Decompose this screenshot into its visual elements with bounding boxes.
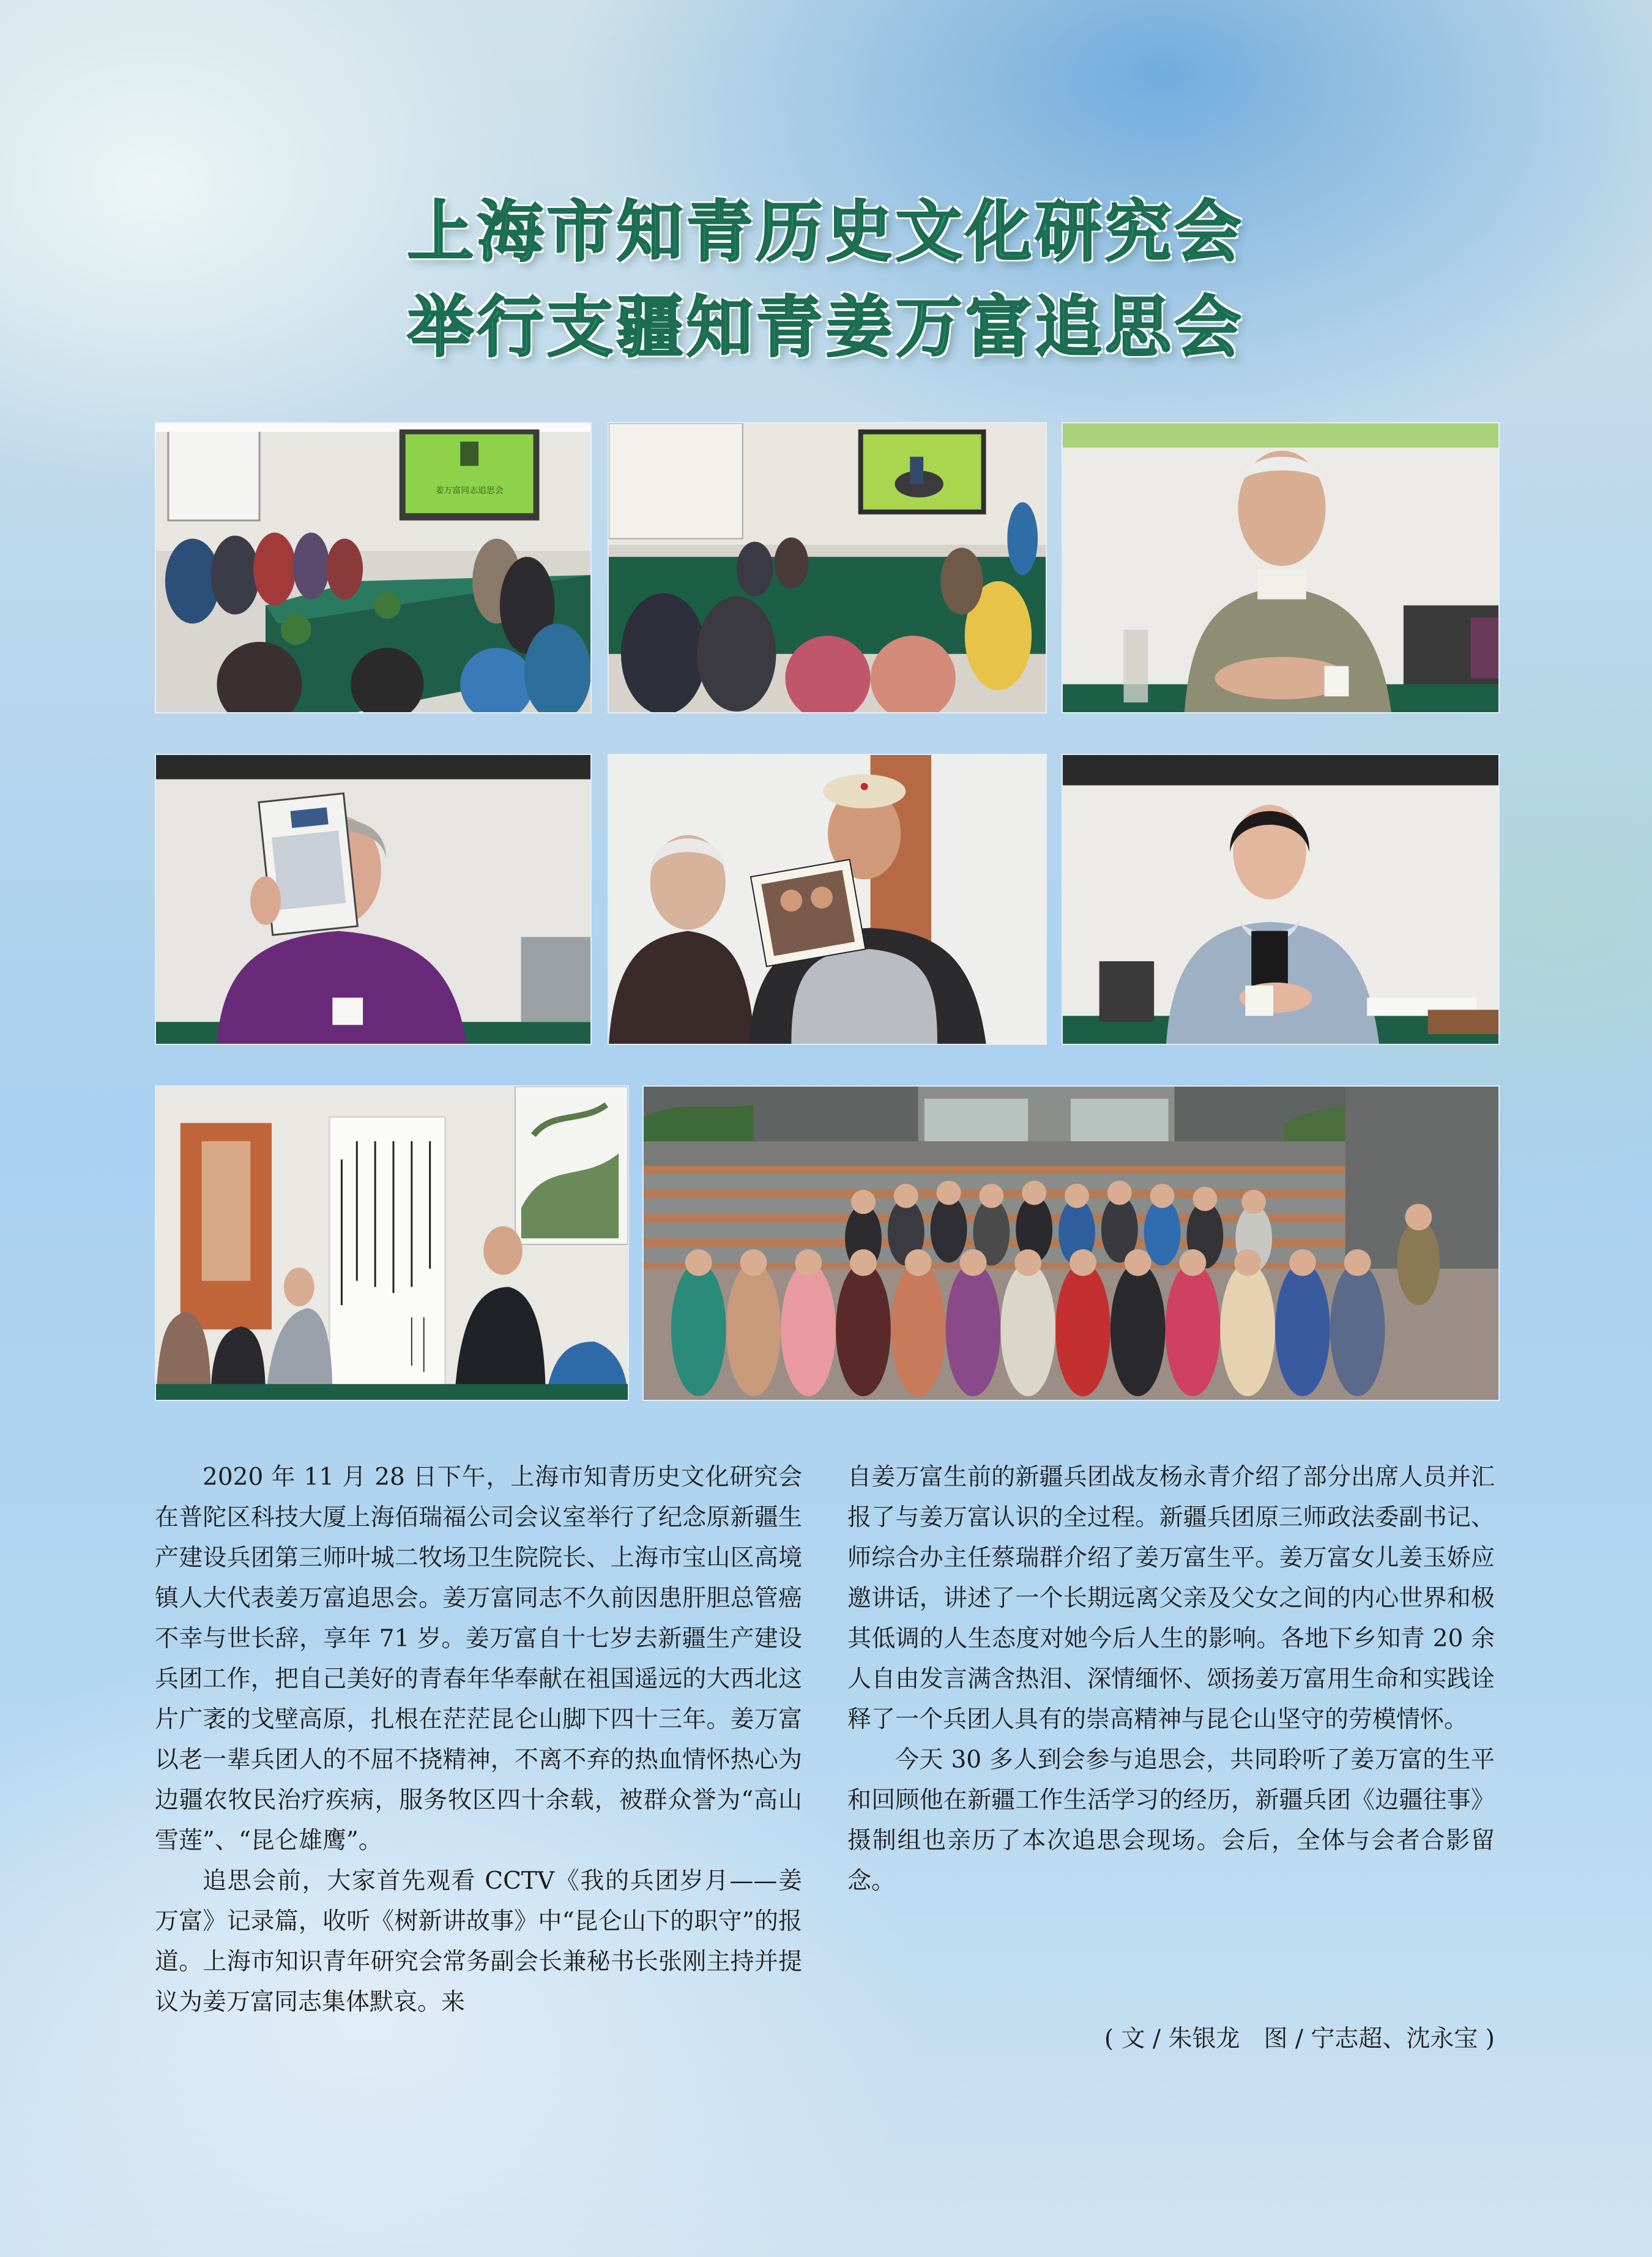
photo-speaker-older-man — [1062, 422, 1500, 713]
photo-young-woman-speaker — [1062, 754, 1500, 1045]
article-column-left — [155, 1457, 802, 2023]
article-paragraph: 追思会前，大家首先观看 CCTV《我的兵团岁月——姜万富》记录篇，收听《树新讲故事》中“昆仑山下的职守”的报道。上海市知识青年研究会常务副会长兼秘书长张刚主持并提议为姜万富同志集体默哀。来 — [155, 1867, 802, 2016]
article-paragraph: 今天 30 多人到会参与追思会，共同聆听了姜万富的生平和回顾他在新疆工作生活学习的经历，新疆兵团《边疆往事》摄制组也亲历了本次追思会现场。会后，全体与会者合影留念。 — [847, 1746, 1495, 1895]
photo-calligraphy-scroll — [155, 1085, 629, 1401]
article-column-right — [847, 1457, 1495, 1902]
article-title-line-2: 举行支疆知青姜万富追思会 — [407, 289, 1245, 366]
article-paragraph: 2020 年 11 月 28 日下午，上海市知青历史文化研究会在普陀区科技大厦上海佰瑞福公司会议室举行了纪念原新疆生产建设兵团第三师叶城二牧场卫生院院长、上海市宝山区高境镇人大代表姜万富追思会。姜万富同志不久前因患肝胆总管癌不幸与世长辞，享年 71 岁。姜万富自十七岁去新疆生产建设兵团工作，把自己美好的青春年华奉献在祖国遥远的大西北这片广袤的戈壁高原，扎根在茫茫昆仑山脚下四十三年。姜万富以老一辈兵团人的不屈不挠精神，不离不弃的热血情怀热心为边疆农牧民治疗疾病，服务牧区四十余载，被群众誉为“高山雪莲”、“昆仑雄鹰”。 — [155, 1463, 802, 1854]
photo-text-credit: ( 文 / 朱银龙 图 / 宁志超、沈永宝 ) — [1104, 2025, 1495, 2053]
article-title-line-1: 上海市知青历史文化研究会 — [407, 194, 1245, 270]
photo-meeting-room-overview — [155, 422, 592, 713]
photo-meeting-room-slide — [608, 422, 1047, 713]
photo-woman-holding-book — [155, 754, 592, 1045]
photo-group-on-steps — [642, 1085, 1500, 1401]
article-paragraph-continued: 自姜万富生前的新疆兵团战友杨永青介绍了部分出席人员并汇报了与姜万富认识的全过程。新疆兵团原三师政法委副书记、师综合办主任蔡瑞群介绍了姜万富生平。姜万富女儿姜玉娇应邀讲话，讲述了一个长期远离父亲及父女之间的内心世界和极其低调的人生态度对她今后人生的影响。各地下乡知青 20 余人自由发言满含热泪、深情缅怀、颂扬姜万富用生命和实践诠释了一个兵团人具有的崇高精神与昆仑山坚守的劳模情怀。 — [847, 1463, 1495, 1733]
photo-men-with-photograph — [608, 754, 1047, 1045]
screen-caption: 姜万富同志追思会 — [435, 486, 504, 496]
